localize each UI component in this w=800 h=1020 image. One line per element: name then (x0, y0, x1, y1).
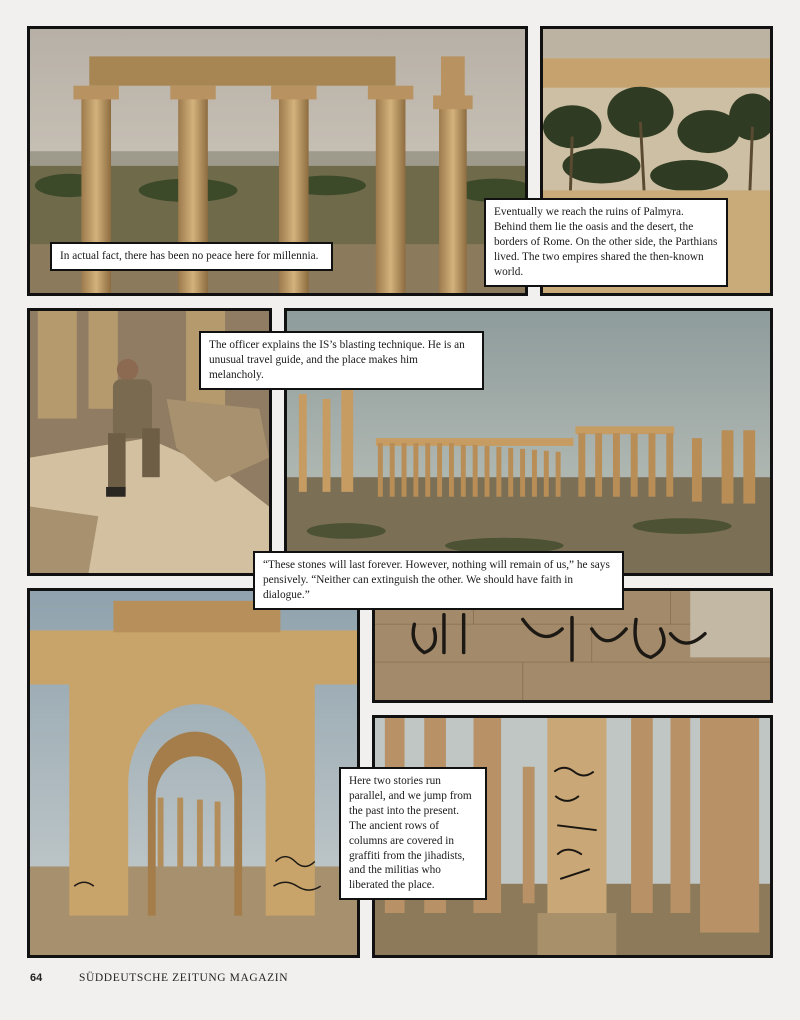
caption-stones-forever: “These stones will last forever. However, nothing will remain of us,” he says pensively. “Neither can extinguish the other. We should have faith in dialogue.” (253, 551, 624, 610)
arch-photo (30, 591, 357, 955)
caption-two-stories: Here two stories run parallel, and we jump from the past into the present. The ancient rows of columns are covered in graffiti from the jihadists, and the militias who liberated the place. (339, 767, 487, 900)
caption-officer: The officer explains the IS’s blasting technique. He is an unusual travel guide, and the place makes him melancholy. (199, 331, 484, 390)
caption-no-peace: In actual fact, there has been no peace here for millennia. (50, 242, 333, 271)
page-number: 64 (30, 972, 43, 984)
magazine-title: SÜDDEUTSCHE ZEITUNG MAGAZIN (79, 972, 289, 984)
panel-arch (27, 588, 360, 958)
caption-reach-palmyra: Eventually we reach the ruins of Palmyra. Behind them lie the oasis and the desert, the borders of Rome. On the other side, the Parthians lived. The two empires shared the then-known world. (484, 198, 728, 287)
